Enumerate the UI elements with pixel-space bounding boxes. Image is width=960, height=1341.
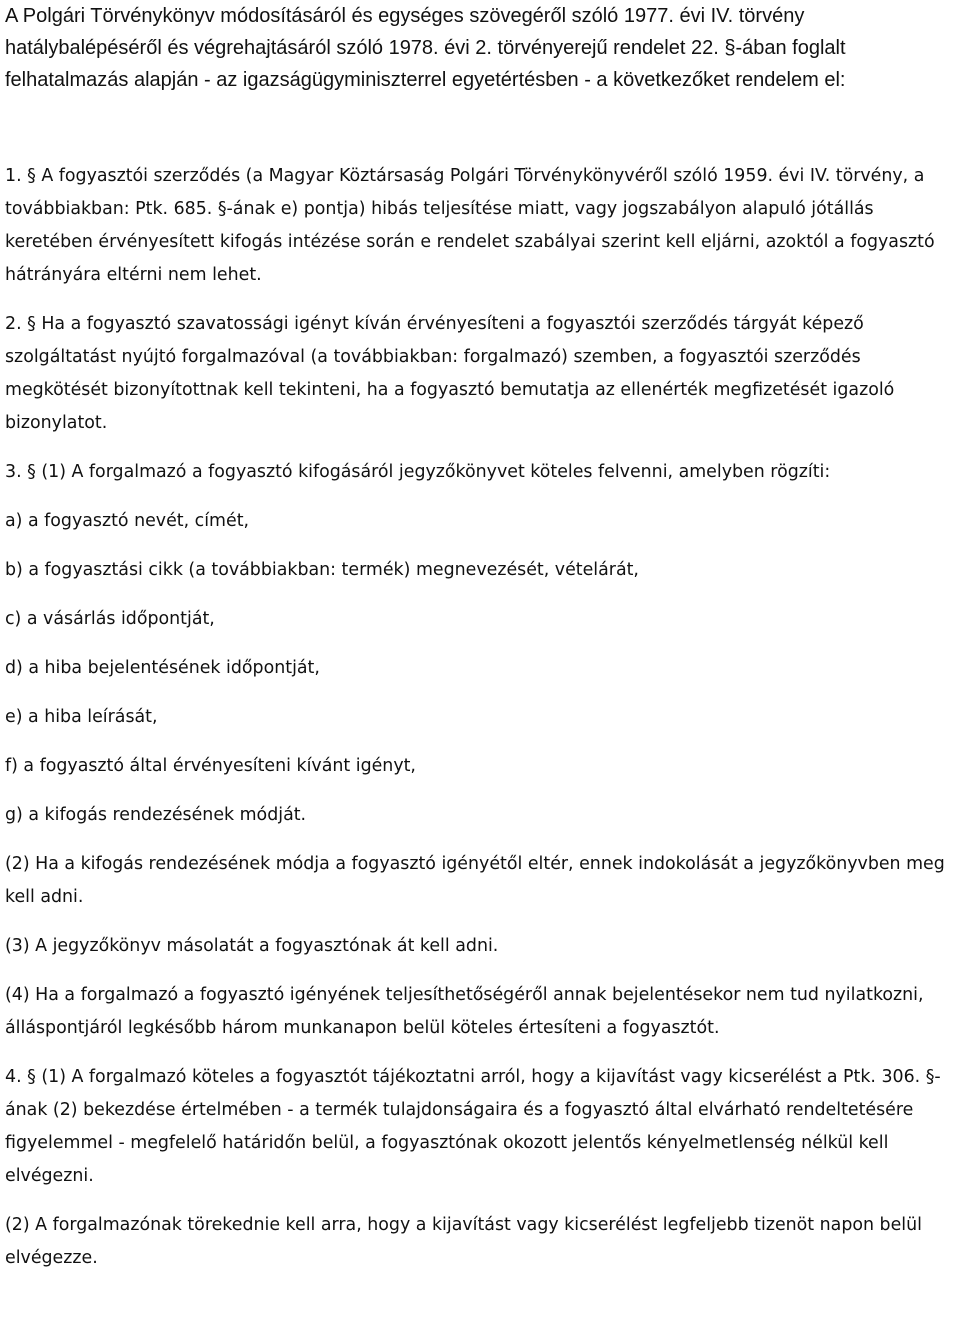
intro-paragraph: A Polgári Törvénykönyv módosításáról és egységes szövegéről szóló 1977. évi IV. törvény hatálybalépéséről és végrehajtásáról szóló 1978. évi 2. törvényerejű rendelet 22. §-ában foglalt felhatalmazás alapján - az igazságügyminiszterrel egyetértésben - a következőket rendelem el: [5,5,846,91]
list-item-e: e) a hiba leírását, [5,707,158,727]
list-item-d: d) a hiba bejelentésének időpontját, [5,658,320,678]
document-page [5,0,957,1275]
section-3-1: 3. § (1) A forgalmazó a fogyasztó kifogásáról jegyzőkönyvet köteles felvenni, amelyben rögzíti: [5,462,831,482]
list-item-c: c) a vásárlás időpontját, [5,609,215,629]
intro-spacer [5,96,957,160]
section-1: 1. § A fogyasztói szerződés (a Magyar Köztársaság Polgári Törvénykönyvéről szóló 1959. évi IV. törvény, a továbbiakban: Ptk. 685. §-ának e) pontja) hibás teljesítése miatt, vagy jogszabályon alapuló jótállás keretében érvényesített kifogás intézése során e rendelet szabályai szerint kell eljárni, azoktól a fogyasztó hátrányára eltérni nem lehet. [5,166,935,285]
list-item-b: b) a fogyasztási cikk (a továbbiakban: termék) megnevezését, vételárát, [5,560,639,580]
section-4-1: 4. § (1) A forgalmazó köteles a fogyasztót tájékoztatni arról, hogy a kijavítást vagy kicserélést a Ptk. 306. §-ának (2) bekezdése értelmében - a termék tulajdonságaira és a fogyasztó által elvárható rendeltetésére figyelemmel - megfelelő határidőn belül, a fogyasztónak okozott jelentős kényelmetlenség nélkül kell elvégezni. [5,1067,941,1186]
list-item-f: f) a fogyasztó által érvényesíteni kívánt igényt, [5,756,416,776]
list-item-g: g) a kifogás rendezésének módját. [5,805,307,825]
list-item-a: a) a fogyasztó nevét, címét, [5,511,250,531]
section-3-3: (3) A jegyzőkönyv másolatát a fogyasztónak át kell adni. [5,936,499,956]
section-3-2: (2) Ha a kifogás rendezésének módja a fogyasztó igényétől eltér, ennek indokolását a jegyzőkönyvben meg kell adni. [5,854,945,907]
section-4-2: (2) A forgalmazónak törekednie kell arra, hogy a kijavítást vagy kicserélést legfeljebb tizenöt napon belül elvégezze. [5,1215,922,1268]
section-2: 2. § Ha a fogyasztó szavatossági igényt kíván érvényesíteni a fogyasztói szerződés tárgyát képező szolgáltatást nyújtó forgalmazóval (a továbbiakban: forgalmazó) szemben, a fogyasztói szerződés megkötését bizonyítottnak kell tekinteni, ha a fogyasztó bemutatja az ellenérték megfizetését igazoló bizonylatot. [5,314,895,433]
section-3-4: (4) Ha a forgalmazó a fogyasztó igényének teljesíthetőségéről annak bejelentésekor nem tud nyilatkozni, álláspontjáról legkésőbb három munkanapon belül köteles értesíteni a fogyasztót. [5,985,924,1038]
